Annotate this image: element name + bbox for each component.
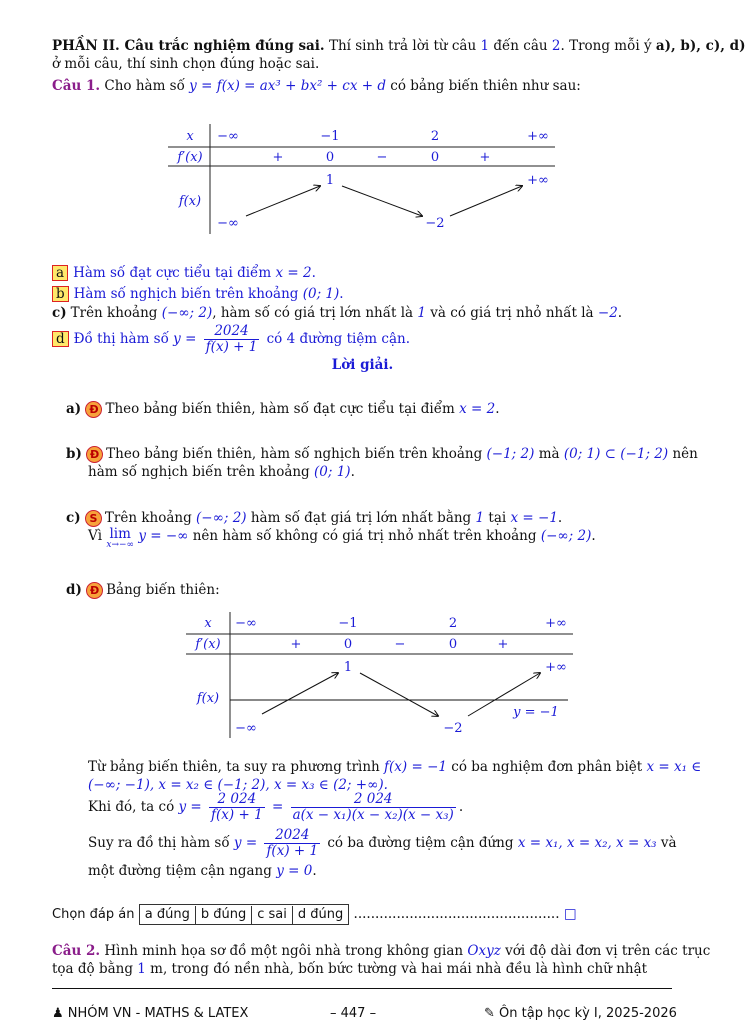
- false-mark-icon: S: [85, 510, 102, 527]
- f-value: −2: [443, 721, 463, 736]
- question-label: Câu 1.: [52, 78, 101, 94]
- increase-arrow: [450, 186, 522, 216]
- increase-arrow: [262, 673, 338, 714]
- sign: +: [272, 150, 284, 165]
- limit: lim x→−∞: [106, 526, 135, 550]
- explain-p2: Khi đó, ta có y = $\frac{2 024}{f(x) + 1}$ = $\frac{2 024}{\text{a(x − x₁)(x − x₂)(x − x₃)}}$ .: [88, 791, 464, 823]
- f-value: −2: [425, 216, 445, 231]
- true-mark-icon: Đ: [86, 582, 103, 599]
- x-value: −∞: [235, 616, 257, 631]
- explain-p1: Từ bảng biến thiên, ta suy ra phương trình f(x) = −1 có ba nghiệm đơn phân biệt x = x₁ ∈: [88, 759, 702, 775]
- option-marker: a: [52, 265, 68, 281]
- answer-cell: d đúng: [297, 907, 344, 922]
- increase-arrow: [246, 186, 320, 216]
- x-label: x: [204, 616, 212, 631]
- x-value: 2: [430, 129, 440, 144]
- question-2-stem: Câu 2. Hình minh họa sơ đồ một ngôi nhà trong không gian Oxyz với độ dài đơn vị trên các trục: [52, 943, 711, 959]
- answer-cell: b đúng: [196, 906, 252, 924]
- asymptote-label: y = −1: [513, 705, 559, 720]
- x-value: +∞: [527, 129, 549, 144]
- true-mark-icon: Đ: [86, 446, 103, 463]
- sign: +: [497, 637, 509, 652]
- x-value: −∞: [217, 129, 239, 144]
- option-c: c) Trên khoảng (−∞; 2), hàm số có giá trị lớn nhất là 1 và có giá trị nhỏ nhất là −2.: [52, 305, 623, 321]
- fraction: $\frac{2024}{f(x) + 1}$: [205, 323, 258, 355]
- sign: −: [376, 150, 388, 165]
- solution-a: a) Đ Theo bảng biến thiên, hàm số đạt cực tiểu tại điểm x = 2.: [66, 401, 500, 417]
- option-marker: b: [52, 286, 69, 302]
- f-value: +∞: [545, 660, 567, 675]
- answer-cell: c sai: [252, 906, 293, 924]
- answer-dots: ................................................: [353, 906, 560, 922]
- solution-b-line2: hàm số nghịch biến trên khoảng (0; 1).: [88, 464, 355, 480]
- x-value: 2: [448, 616, 458, 631]
- explain-p3: Suy ra đồ thị hàm số y = $\frac{2024}{f(x) + 1}$ có ba đường tiệm cận đứng x = x₁, x = x₂, x = x₃ và: [88, 827, 677, 859]
- answer-label: Chọn đáp án: [52, 907, 135, 922]
- solution-c-line2: Vì lim x→−∞ y = −∞ nên hàm số không có giá trị nhỏ nhất trên khoảng (−∞; 2).: [88, 526, 596, 550]
- option-b: b Hàm số nghịch biến trên khoảng (0; 1).: [52, 285, 677, 303]
- footer-rule: [52, 988, 672, 989]
- sign: 0: [430, 150, 440, 165]
- f-value: −∞: [217, 216, 239, 231]
- decrease-arrow: [342, 186, 422, 216]
- f-label: f(x): [178, 194, 202, 209]
- sign: +: [290, 637, 302, 652]
- edit-icon: ✎: [484, 1006, 495, 1021]
- section-title: PHẦN II. Câu trắc nghiệm đúng sai.: [52, 38, 325, 54]
- fprime-label: f′(x): [177, 150, 203, 165]
- explain-p1-line2: (−∞; −1), x = x₂ ∈ (−1; 2), x = x₃ ∈ (2; +∞).: [88, 777, 388, 793]
- answer-cell: a đúng: [140, 906, 196, 924]
- sign: +: [479, 150, 491, 165]
- answer-row: [52, 904, 677, 925]
- section-intro-line1: PHẦN II. Câu trắc nghiệm đúng sai. Thí sinh trả lời từ câu 1 đến câu 2. Trong mỗi ý a), b), c), d): [52, 38, 746, 54]
- solution-title: Lời giải.: [331, 357, 394, 373]
- fprime-label: f′(x): [195, 637, 221, 652]
- question-label: Câu 2.: [52, 943, 101, 959]
- f-value: 1: [343, 660, 353, 675]
- true-mark-icon: Đ: [85, 401, 102, 418]
- explain-p4: một đường tiệm cận ngang y = 0.: [88, 863, 317, 879]
- question-2-line2: tọa độ bằng 1 m, trong đó nền nhà, bốn bức tường và hai mái nhà đều là hình chữ nhật: [52, 961, 648, 977]
- x-value: −1: [338, 616, 358, 631]
- fraction: $\frac{2 024}{\text{a(x − x₁)(x − x₂)(x − x₃)}}$: [292, 791, 454, 823]
- x-value: −1: [320, 129, 340, 144]
- solution-c: c) S Trên khoảng (−∞; 2) hàm số đạt giá trị lớn nhất bằng 1 tại x = −1.: [66, 510, 563, 526]
- page-number: – 447 –: [330, 1006, 377, 1021]
- f-value: +∞: [527, 173, 549, 188]
- x-value: +∞: [545, 616, 567, 631]
- sign: −: [394, 637, 406, 652]
- question-1-stem: Câu 1. Cho hàm số y = f(x) = ax³ + bx² + cx + d có bảng biến thiên như sau:: [52, 78, 581, 94]
- option-a: a Hàm số đạt cực tiểu tại điểm x = 2.: [52, 264, 677, 282]
- f-value: 1: [325, 173, 335, 188]
- f-value: −∞: [235, 721, 257, 736]
- option-marker: d: [52, 331, 69, 347]
- answer-table: [139, 904, 349, 925]
- sign: 0: [448, 637, 458, 652]
- x-label: x: [186, 129, 194, 144]
- footer-left: ♟ NHÓM VN - MATHS & LATEX: [52, 1006, 249, 1021]
- variation-table-1: [160, 120, 560, 238]
- checkbox-icon[interactable]: □: [563, 906, 577, 922]
- footer-right: ✎ Ôn tập học kỳ I, 2025-2026: [484, 1006, 677, 1021]
- option-d: d Đồ thị hàm số y = $\frac{2024}{f(x) + 1}$ có 4 đường tiệm cận.: [52, 324, 677, 358]
- decrease-arrow: [360, 673, 438, 716]
- fraction: $\frac{2 024}{f(x) + 1}$: [211, 791, 263, 823]
- users-icon: ♟: [52, 1006, 64, 1021]
- solution-d: d) Đ Bảng biến thiên:: [66, 582, 220, 598]
- solution-b: b) Đ Theo bảng biến thiên, hàm số nghịch biến trên khoảng (−1; 2) mà (0; 1) ⊂ (−1; 2) nên: [66, 446, 698, 462]
- sign: 0: [343, 637, 353, 652]
- sign: 0: [325, 150, 335, 165]
- function-formula: y = f(x) = ax³ + bx² + cx + d: [189, 78, 386, 94]
- variation-table-2: [178, 608, 578, 742]
- fraction: $\frac{2024}{f(x) + 1}$: [266, 827, 319, 859]
- f-label: f(x): [196, 691, 220, 706]
- section-intro-line2: ở mỗi câu, thí sinh chọn đúng hoặc sai.: [52, 56, 320, 72]
